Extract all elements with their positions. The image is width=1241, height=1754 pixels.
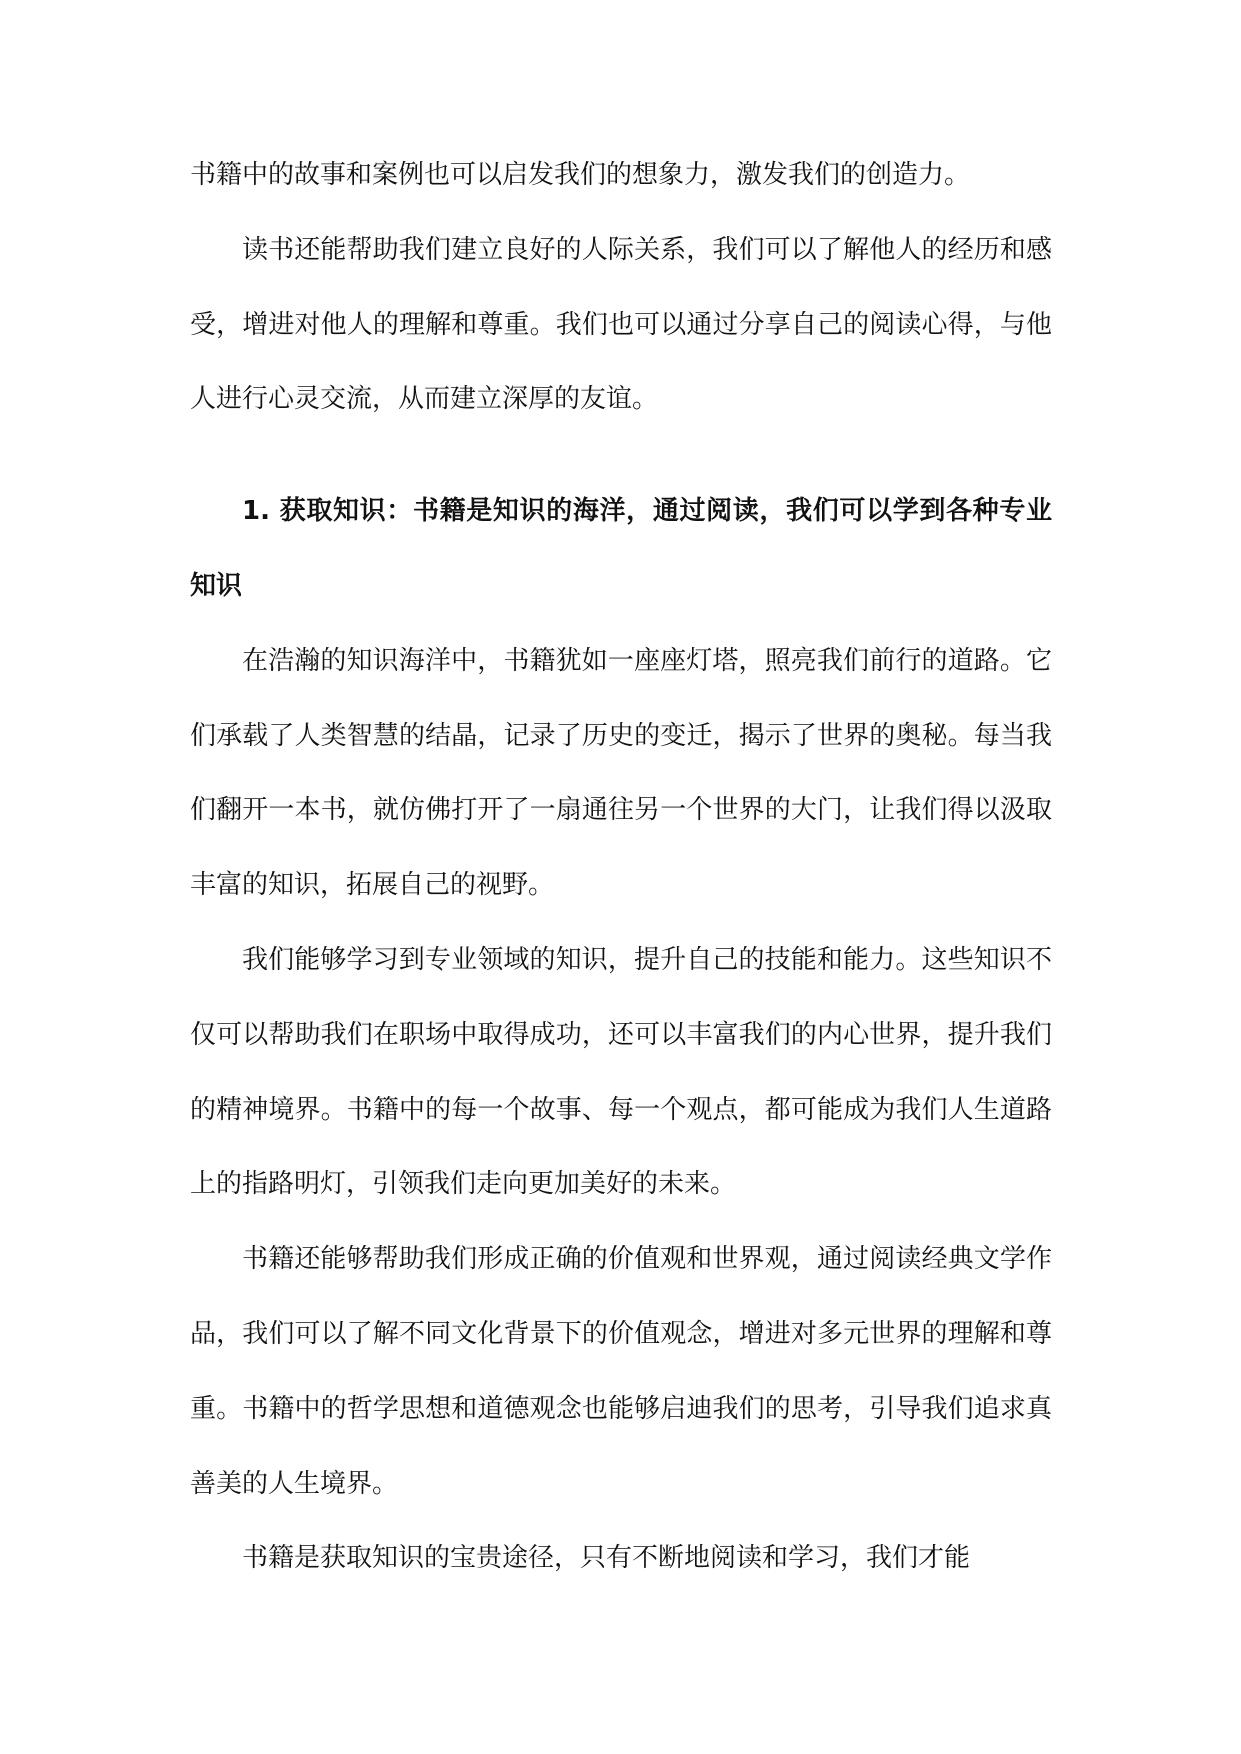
section-heading: 1. 获取知识：书籍是知识的海洋，通过阅读，我们可以学到各种专业知识 (190, 496, 1052, 601)
paragraph-professional-knowledge: 我们能够学习到专业领域的知识，提升自己的技能和能力。这些知识不仅可以帮助我们在职场中取得成功，还可以丰富我们的内心世界，提升我们的精神境界。书籍中的每一个故事、每一个观点，都可能成为我们人生道路上的指路明灯，引领我们走向更加美好的未来。 (190, 944, 1052, 1200)
paragraph-relationships: 读书还能帮助我们建立良好的人际关系，我们可以了解他人的经历和感受，增进对他人的理解和尊重。我们也可以通过分享自己的阅读心得，与他人进行心灵交流，从而建立深厚的友谊。 (190, 234, 1052, 415)
paragraph-knowledge-ocean: 在浩瀚的知识海洋中，书籍犹如一座座灯塔，照亮我们前行的道路。它们承载了人类智慧的结晶，记录了历史的变迁，揭示了世界的奥秘。每当我们翻开一本书，就仿佛打开了一扇通往另一个世界的大门，让我们得以汲取丰富的知识，拓展自己的视野。 (190, 645, 1052, 901)
paragraph-conclusion: 书籍是获取知识的宝贵途径，只有不断地阅读和学习，我们才能 (242, 1543, 971, 1574)
paragraph-values: 书籍还能够帮助我们形成正确的价值观和世界观，通过阅读经典文学作品，我们可以了解不同文化背景下的价值观念，增进对多元世界的理解和尊重。书籍中的哲学思想和道德观念也能够启迪我们的思考，引导我们追求真善美的人生境界。 (190, 1244, 1052, 1499)
paragraph-continuation: 书籍中的故事和案例也可以启发我们的想象力，激发我们的创造力。 (190, 160, 971, 190)
document-body (190, 138, 1052, 1596)
